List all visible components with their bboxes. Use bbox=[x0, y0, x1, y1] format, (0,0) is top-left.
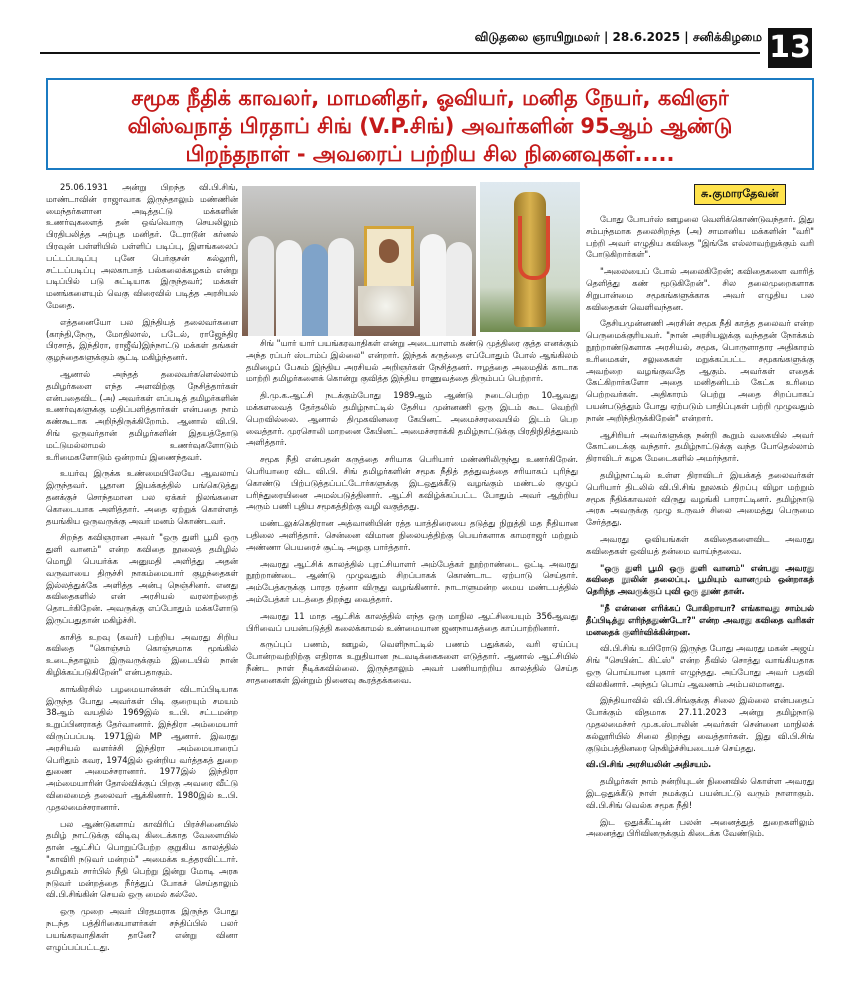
paragraph: சிறந்த கவிஞரான அவர் "ஒரு துளி பூமி ஒரு துளி வானம்" என்ற கவிதை நூலைத் தமிழில் மொழி பெயர்க்க அனுமதி அளித்து அதன் வருவாயை திருச்சி நாகம்மையார் குழந்தைகள் இல்லத்துக்கே அளித்த அன்பு நெஞ்சினர். எனது கவிதைகளில் என் அரசியல் வரலாற்றைத் தொடர்கிறேன். அவருக்கு எப்போதும் மக்களோடு இருப்பதுதான் மகிழ்ச்சி. bbox=[46, 532, 238, 625]
crowd-figure bbox=[328, 238, 354, 336]
header-text: விடுதலை ஞாயிறுமலர் | 28.6.2025 | சனிக்கிழமை bbox=[474, 30, 762, 44]
page-header bbox=[40, 28, 812, 65]
paragraph: அவரது ஆட்சிக் காலத்தில் புரட்சியாளர் அம்பேத்கர் நூற்றாண்டை ஒட்டி அவரது நூற்றாண்டை ஆண்டு முழுவதும் சிறப்பாகக் கொண்டாட ஏற்பாடு செய்தார். அம்பேத்கருக்கு பாரத ரத்னா விருது வழங்கினார். நாடாளுமன்ற மைய மண்டபத்தில் அம்பேத்கர் படத்தை திறந்து வைத்தார். bbox=[246, 558, 578, 604]
crowd-figure bbox=[420, 234, 446, 336]
author-byline: சு.குமாரதேவன் bbox=[694, 184, 786, 205]
paragraph: அவரது ஓவியங்கள் கவிதைகளைவிட அவரது கவிதைகள் ஒவியத் தன்மை வாய்ந்தவை. bbox=[586, 533, 814, 556]
portrait-face bbox=[379, 239, 399, 263]
headline-line-1: சமூக நீதிக் காவலர், மாமனிதர், ஓவியர், மனித நேயர், கவிஞர் bbox=[131, 86, 729, 110]
paragraph: தி.மு.க.ஆட்சி நடக்கும்போது 1989ஆம் ஆண்டு நடைபெற்ற 10ஆவது மக்களவைத் தேர்தலில் தமிழ்நாட்டில் தேசிய முன்னணி ஒரு இடம் கூட வெற்றி பெறவில்லை. ஆனால் திமுகவினரை கேபினட் அமைச்சரவையில் இடம் பெற வைத்தார். முரசொலி மாறனை கேபினட் அமைச்சராக்கி தமிழ்நாட்டுக்கு பிரதிநிதித்துவம் அளித்தார். bbox=[246, 390, 578, 448]
event-photo bbox=[242, 186, 476, 336]
paragraph: இட ஒதுக்கீட்டின் பலன் அனைத்துத் துறைகளிலும் அனைத்து பிரிவினருக்கும் கிடைக்க வேண்டும். bbox=[586, 816, 814, 839]
paragraph: காங்கிரசில் பழமையான்கள் விடாப்பிடியாக இருந்த போது அவர்கள் பிடி குறையும் சமயம் 38ஆம் வயதில் 1969இல் உ.பி. சட்டமன்ற உறுப்பினராகத் தேர்வானார். இந்திரா அம்மையார் விருப்பப்படி 1971இல் MP ஆனார். இவரது அரசியல் வளர்ச்சி இந்திரா அம்மையாரைப் பெரிதும் கவர, 1974இல் ஒன்றிய வர்த்தகத் துறை துணை அமைச்சரானார். 1977இல் இந்திரா அம்மையாரின் தோல்விக்குப் பிறகு அவரை வீட்டு விலைமைத் தலைவர் ஆக்கினார். 1980இல் உ.பி. முதலமைச்சரானார். bbox=[46, 683, 238, 812]
paragraph: தமிழர்கள் நாம் நன்றியுடன் நினைவில் கொள்ள அவரது இடஒதுக்கீடு நாள் நமக்குப் பயன்பட்டு வரும் நாளாகும். வி.பி.சிங் வெல்க சமூக நீதி! bbox=[586, 776, 814, 810]
headline-box bbox=[46, 78, 814, 170]
subheading: வி.பி.சிங் அரசியலின் அதிசயம். bbox=[586, 759, 712, 770]
paragraph: சிங் "யார் யார் பயங்கரவாதிகள் என்று அடையாளம் கண்டு முத்திரை குத்த எனக்கும் அந்த ரப்பர் ஸ்டாம்ப் இல்லை" என்றார். இந்தக் கருத்தை எப்போதும் போல் ஆங்கிலம் தமிழைப் பேசும் இந்திய அரசியல் அறிஞர்கள் நேசித்தனர். ஈழத்தை அமைதிக் காடாக மாற்றி தமிழர்களைக் கொன்று குவித்த இந்திய ராணுவத்தை திரும்பப் பெற்றார். bbox=[246, 338, 578, 384]
paragraph: ஆசிரியர் அவர்களுக்கு நன்றி கூறும் வகையில் அவர் கோட்டைக்கு வந்தார். தமிழ்நாட்டுக்கு வந்த போதெல்லாம் திராவிடர் கழக மேடைகளில் அமர்ந்தார். bbox=[586, 429, 814, 464]
pull-quote: "ஒரு துளி பூமி ஒரு துளி வானம்" என்பது அவரது கவிதை நூலின் தலைப்பு. பூமியும் வானமும் ஒன்றாகத் தெரிந்த அவருக்குப் புவி ஒரு தூண் தான். bbox=[586, 562, 814, 597]
pull-quote: "நீ என்னை எரிக்கப் போகிறாயா? எங்காவது சாம்பல் தீப்பிடித்து எரிந்ததுண்டோ?" என்ற அவரது கவிதை வரிகள் மனதைக் குளிர்விக்கின்றன. bbox=[586, 602, 814, 637]
crowd-figure bbox=[446, 242, 472, 336]
headline-line-2: விஸ்வநாத் பிரதாப் சிங் (V.P.சிங்) அவர்களின் 95ஆம் ஆண்டு bbox=[127, 114, 733, 138]
paragraph: இந்தியாவில் வி.பி.சிங்குக்கு சிலை இல்லை என்பதைப் போக்கும் விதமாக 27.11.2023 அன்று தமிழ்நாடு முதலமைச்சர் மு.க.ஸ்டாலின் அவர்கள் சென்னை மாநிலக் கல்லூரியில் சிலை திறந்து வைத்தார்கள். இது வி.பி.சிங் குடும்பத்தினரை நெகிழ்ச்சியடையச் செய்தது. bbox=[586, 695, 814, 753]
paragraph: தேசியமுன்னணி அரசின் சமூக நீதி காத்த தலைவர் என்ற பெருமைக்குரியவர். "நான் அரசியலுக்கு வந்ததன் நோக்கம் நூற்றாண்டுகளாக அரசியல், சமூக, பொருளாதார அதிகாரம் உரிமைகள், சலுகைகள் மறுக்கப்பட்ட சமூகங்களுக்கு அவற்றை வழங்குவதே ஆகும். அவர்கள் எதைக் கேட்கிறார்களோ அதை மனிதனிடம் கேட்க உரிமை பெற்றவர்கள். அதிகாரம் பெற்று அதை சிறப்பாகப் பயன்படுத்தும் போது ஏற்படும் பாதிப்புகள் பற்றி முழுவதும் நான் அறிந்திருக்கிறேன்" என்றார். bbox=[586, 318, 814, 423]
headline-line-3: பிறந்தநாள் - அவரைப் பற்றிய சில நினைவுகள்..... bbox=[185, 142, 675, 166]
paragraph: காசித் உறவு (கவர்) பற்றிய அவரது சிறிய கவிதை "கொஞ்சம் கொஞ்சமாக மூங்கில் உடைந்தாலும் இருவருக்கும் இடையில் நான் கிழிக்கப்படுகிறேன்" என்பதாகும். bbox=[46, 631, 238, 678]
paragraph: கருப்புப் பணம், ஊழல், வெளிநாட்டில் பணம் பதுக்கல், வரி ஏய்ப்பு போன்றவற்றிற்கு எதிராக உறுதியான நடவடிக்கைகளை எடுத்தார். ஆனால் ஆட்சியில் நீண்ட நாள் நீடிக்கவில்லை. இருந்தாலும் அவர் பணியாற்றிய காலத்தில் செய்த சாதனைகள் இன்றும் நினைவு கூரத்தக்கவை. bbox=[246, 639, 578, 685]
header-rule bbox=[40, 52, 760, 54]
paragraph: ஆனால் அந்தத் தலைவர்களெல்லாம் தமிழர்களை எந்த அளவிற்கு நேசித்தார்கள் என்பதைவிட (அ) அவர்கள் எப்படித் தமிழர்களின் உணர்வுகளுக்கு மதிப்பளித்தார்கள் என்பதை நாம் கண்கூடாக அறிந்திருக்கிறோம். ஆனால் வி.பி. சிங் ஒருவர்தான் தமிழர்களின் இதயத்தோடு மட்டுமல்லாமல் உணர்வுகளோடும் உரிமைகளோடும் ஒன்றாய் இணைந்தவர். bbox=[46, 368, 238, 462]
paragraph: உயர்வு இருக்க உண்மையிலேயே ஆவலாய் இருந்தவர். பூதான இயக்கத்தில் பங்கெடுத்து தனக்குச் சொந்தமான பல ஏக்கர் நிலங்களை கொடையாக அளித்தார். அதை ஏற்றுக் கொள்ளத் தயங்கிய ஒருவருக்கு அவர் மனம் கொண்டவர். bbox=[46, 468, 238, 526]
crowd-figure bbox=[302, 244, 328, 336]
paragraph: மண்டலுக்கெதிரான அத்வானியின் ரத்த யாத்திரையை தடுத்து நிறுத்தி மத நீதியான பதிலை அளித்தார். சென்னை விமான நிலையத்திற்கு பெயர்களாக காமராஜர் மற்றும் அண்ணா பெயரைச் சூட்டி அழகு பார்த்தார். bbox=[246, 518, 578, 552]
crowd-figure bbox=[276, 240, 302, 336]
statue-photo bbox=[480, 182, 580, 332]
paragraph: வி.பி.சிங் உயிரோடு இருந்த போது அவரது மகன் அஜய் சிங் "செயின்ட் கிட்ஸ்" என்ற தீவில் சொத்து வாங்கியதாக ஒரு பொய்யான புகார் எழுந்தது. அப்போது அவர் பதவி விலகினார். அந்தப் பொய் ஆவணம் அம்பலமானது. bbox=[586, 643, 814, 689]
paragraph: "அலையைப் போல் அலைகிறேன்; கவிதைகளை வாரித் தெளித்து கண் மூடுகிறேன்". சில தலைமுறைகளாக சிறுபான்மை சமூகங்களுக்காக அவர் எழுதிய பல கவிதைகள் வெளிவந்தன. bbox=[586, 266, 814, 312]
paragraph: போது போபர்ஸ் ஊழலை வெளிக்கொண்டுவந்தார். இது சம்பந்தமாக தலைசிறந்த (அ) சாமானிய மக்களின் "வரி" பற்றி அவர் எழுதிய கவிதை "இங்கே எல்லாவற்றுக்கும் வரி போடுகிறார்கள்". bbox=[586, 214, 814, 260]
article-column-2-top bbox=[246, 338, 578, 685]
paragraph: பல ஆண்டுகளாய் காவிரிப் பிரச்சினையில் தமிழ் நாட்டுக்கு விடிவு கிடைக்காத வேளையில் தான் ஆட்சிப் பொறுப்பேற்ற குறுகிய காலத்தில் "காவிரி நடுவர் மன்றம்" அமைக்க உத்தரவிட்டார். தமிழகம் சார்பில் நீதி பெற்று இன்று மோடி அரசு நடுவர் மன்றத்தை நீர்த்துப் போகச் செய்தாலும் வி.பி.சிங்கின் செயல் ஒரு மைல் கல்லே. bbox=[46, 818, 238, 900]
flower-arrangement bbox=[358, 286, 414, 326]
paragraph: ஒரு முறை அவர் பிரதமராக இருந்த போது நடந்த பத்திரிகையாளர்கள் சந்திப்பில் பலர் பயங்கரவாதிகள் தானே? என்று வினா எழுப்பப்பட்டது. bbox=[46, 906, 238, 952]
paragraph: 25.06.1931 அன்று பிறந்த வி.பி.சிங், மாண்டாவின் ராஜாவாக இருந்தாலும் மண்ணின் மைந்தர்களான அடித்தட்டு மக்களின் உணர்வுகளைத் தன் ஒவ்வொரு செயலிலும் பிரதிபலித்த அற்புத மனிதர். டேராடூன் கர்னல் பிரவுன் பள்ளியில் பள்ளிப் படிப்பு, இளங்கலைப் பட்டப்படிப்பு புனே பெர்குசன் கல்லூரி, சட்டப்படிப்பு அலகாபாத் பல்கலைக்கழகம் என்று படிப்பில் படு சுட்டியாக இருந்தவர்; மக்கள் மனங்களையும் வெகு விரைவில் படித்த அரசியல் மேதை. bbox=[46, 182, 238, 310]
paragraph: அவரது 11 மாத ஆட்சிக் காலத்தில் எந்த ஒரு மாநில ஆட்சியையும் 356ஆவது பிரிவைப் பயன்படுத்தி கலைக்காமல் உண்மையான ஜனநாயகத்தை காப்பாற்றினார். bbox=[246, 610, 578, 633]
paragraph: தமிழ்நாட்டில் உள்ள திராவிடர் இயக்கத் தலைவர்கள் பெரியார் திடலில் வி.பி.சிங் நூலகம் திறப்பு விழா மற்றும் சமூக நீதிக்காவலர் விருது வழங்கி பாராட்டினர். தமிழ்நாடு அரசு அவருக்கு முழு உருவச் சிலை அமைத்து பெருமை சேர்த்தது. bbox=[586, 469, 814, 528]
crowd-figure bbox=[248, 236, 274, 336]
page-number: 13 bbox=[768, 28, 812, 68]
article-column-3 bbox=[586, 214, 814, 994]
article-column-1 bbox=[46, 182, 238, 992]
garland bbox=[518, 216, 550, 280]
paragraph: சமூக நீதி என்பதன் கருத்தை சரியாக பெரியார் மண்ணிலிருந்து உணர்கிறேன். பெரியாரை விட வி.பி. சிங் தமிழர்களின் சமூக நீதித் தத்துவத்தை சரியாகப் புரிந்து கொண்டு பிற்படுத்தப்பட்டோர்களுக்கு இடஒதுக்கீடு வழங்கும் மண்டல் குழுப் பரிந்துரையினை அமல்படுத்தினார். ஆட்சி கவிழ்க்கப்பட்ட போதும் அவர் ஆற்றிய அரும் பணி புதிய சமூகத்திற்கு வழி வகுத்தது. bbox=[246, 454, 578, 512]
paragraph: எத்தனையோ பல இந்தியத் தலைவர்களை (காந்தி,நேரு, மோதிலால், படேல், ராஜேந்திர பிரசாத், இந்திரா, ராஜீவ்)இந்நாட்டு மக்கள் தங்கள் குழந்தைகளுக்கும் சூட்டி மகிழ்ந்தனர். bbox=[46, 316, 238, 363]
